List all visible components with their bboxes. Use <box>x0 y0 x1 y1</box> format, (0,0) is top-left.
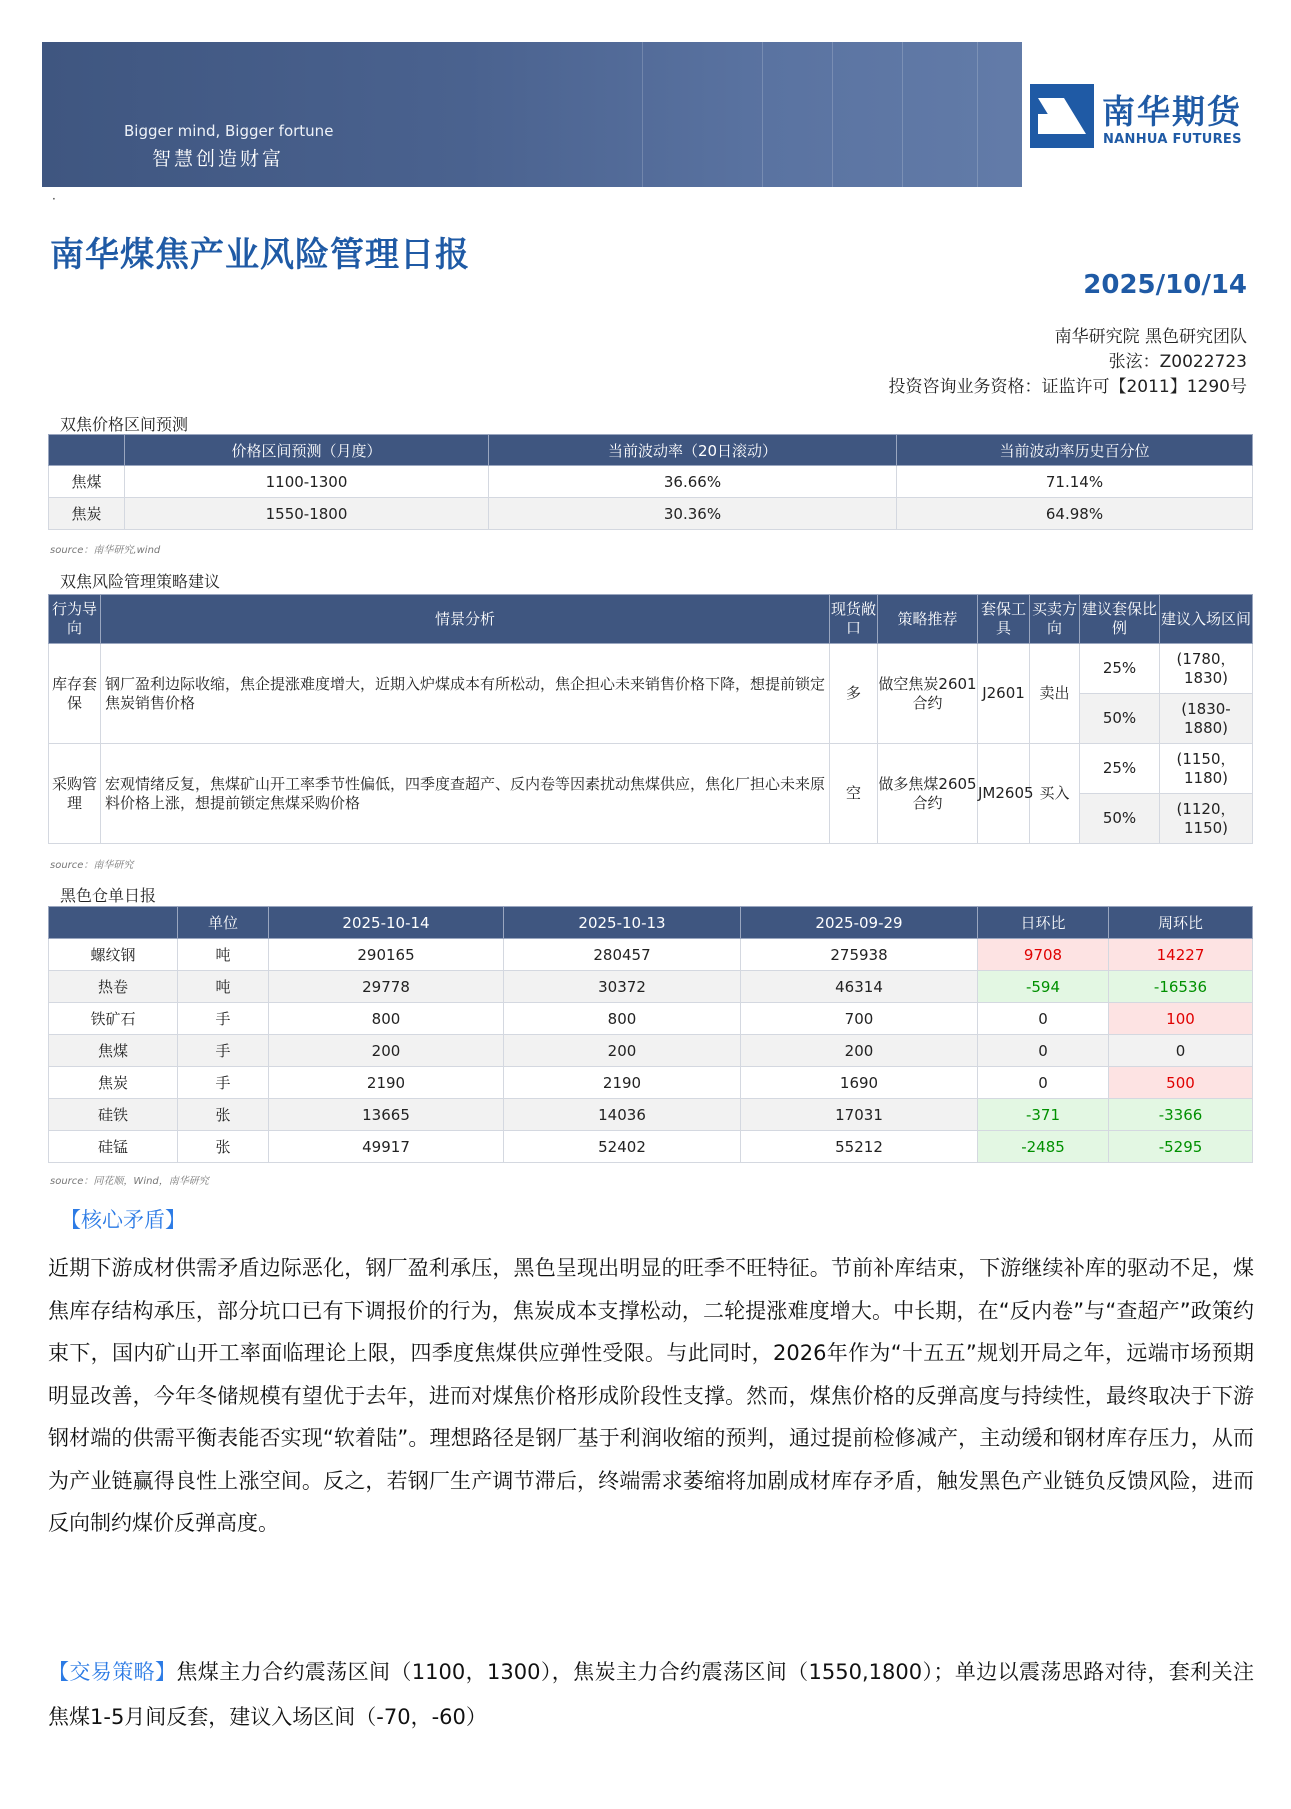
table-row <box>49 498 1253 530</box>
tool-cell: JM2605 <box>978 744 1030 844</box>
direction-cell: 买入 <box>1030 744 1080 844</box>
ratio-cell: 50% <box>1080 794 1160 844</box>
column-header: 套保工具 <box>978 595 1030 644</box>
column-header: 买卖方向 <box>1030 595 1080 644</box>
table-cell: 30372 <box>504 971 741 1003</box>
table-cell: 张 <box>178 1131 269 1163</box>
table-cell: 36.66% <box>489 466 897 498</box>
scenario-cell: 宏观情绪反复，焦煤矿山开工率季节性偏低，四季度查超产、反内卷等因素扰动焦煤供应，焦化厂担心未来原料价格上涨，想提前锁定焦煤采购价格 <box>101 744 830 844</box>
table-cell: 手 <box>178 1035 269 1067</box>
table-cell: 铁矿石 <box>49 1003 178 1035</box>
ratio-cell: 25% <box>1080 744 1160 794</box>
table-cell: 9708 <box>978 939 1109 971</box>
author-license: 投资咨询业务资格：证监许可【2011】1290号 <box>888 377 1247 397</box>
strategy-title: 双焦风险管理策略建议 <box>60 572 221 591</box>
recommendation-cell: 做多焦煤2605合约 <box>878 744 978 844</box>
table-cell: 200 <box>504 1035 741 1067</box>
table-row <box>49 466 1253 498</box>
column-header: 当前波动率（20日滚动） <box>489 435 897 466</box>
price-forecast-table <box>48 434 1253 530</box>
table-cell: -2485 <box>978 1131 1109 1163</box>
table-cell: 1550-1800 <box>125 498 489 530</box>
table-cell: 290165 <box>269 939 504 971</box>
table-cell: 275938 <box>741 939 978 971</box>
direction-cell: 卖出 <box>1030 644 1080 744</box>
source-note: source：南华研究 <box>50 860 134 871</box>
table-cell: 280457 <box>504 939 741 971</box>
behavior-cell: 采购管理 <box>49 744 101 844</box>
table-cell: 64.98% <box>897 498 1253 530</box>
page-dot: · <box>52 192 56 206</box>
table-cell: -3366 <box>1109 1099 1253 1131</box>
column-header: 周环比 <box>1109 907 1253 939</box>
column-header: 价格区间预测（月度） <box>125 435 489 466</box>
core-heading: 【核心矛盾】 <box>60 1208 186 1232</box>
table-cell: 焦炭 <box>49 1067 178 1099</box>
table-header-row <box>49 435 1253 466</box>
exposure-cell: 多 <box>830 644 878 744</box>
table-row <box>49 1067 1253 1099</box>
price-forecast-title: 双焦价格区间预测 <box>60 415 189 434</box>
range-cell: (1830-1880) <box>1160 694 1253 744</box>
table-cell: 吨 <box>178 971 269 1003</box>
table-cell: -5295 <box>1109 1131 1253 1163</box>
report-title: 南华煤焦产业风险管理日报 <box>50 235 470 275</box>
table-row <box>49 1003 1253 1035</box>
author-team: 南华研究院 黑色研究团队 <box>1054 327 1247 347</box>
behavior-cell: 库存套保 <box>49 644 101 744</box>
table-cell: 800 <box>504 1003 741 1035</box>
author-name: 张泫：Z0022723 <box>1108 352 1247 372</box>
table-cell: 螺纹钢 <box>49 939 178 971</box>
table-cell: 吨 <box>178 939 269 971</box>
recommendation-cell: 做空焦炭2601合约 <box>878 644 978 744</box>
column-header: 行为导向 <box>49 595 101 644</box>
column-header: 单位 <box>178 907 269 939</box>
table-cell: -16536 <box>1109 971 1253 1003</box>
column-header: 现货敞口 <box>830 595 878 644</box>
source-note: source：南华研究,wind <box>50 545 161 556</box>
table-cell: 52402 <box>504 1131 741 1163</box>
table-row <box>49 971 1253 1003</box>
report-date: 2025/10/14 <box>1083 270 1247 300</box>
column-header: 策略推荐 <box>878 595 978 644</box>
table-cell: 100 <box>1109 1003 1253 1035</box>
table-header-row <box>49 907 1253 939</box>
source-note: source：同花顺，Wind，南华研究 <box>50 1176 209 1187</box>
range-cell: (1120，1150) <box>1160 794 1253 844</box>
warehouse-title: 黑色仓单日报 <box>60 886 157 905</box>
table-cell: 200 <box>269 1035 504 1067</box>
table-cell: 2190 <box>269 1067 504 1099</box>
table-cell: 46314 <box>741 971 978 1003</box>
table-cell: 1100-1300 <box>125 466 489 498</box>
table-row <box>49 1131 1253 1163</box>
table-cell: 13665 <box>269 1099 504 1131</box>
exposure-cell: 空 <box>830 744 878 844</box>
table-cell: 700 <box>741 1003 978 1035</box>
table-cell: 30.36% <box>489 498 897 530</box>
table-cell: 焦煤 <box>49 466 125 498</box>
slogan-en: Bigger mind, Bigger fortune <box>124 122 334 140</box>
column-header: 日环比 <box>978 907 1109 939</box>
table-cell: 200 <box>741 1035 978 1067</box>
tool-cell: J2601 <box>978 644 1030 744</box>
table-row <box>49 1099 1253 1131</box>
table-cell: 800 <box>269 1003 504 1035</box>
table-cell: 手 <box>178 1003 269 1035</box>
table-cell: 手 <box>178 1067 269 1099</box>
column-header: 情景分析 <box>101 595 830 644</box>
column-header: 2025-10-14 <box>269 907 504 939</box>
core-paragraph: 近期下游成材供需矛盾边际恶化，钢厂盈利承压，黑色呈现出明显的旺季不旺特征。节前补库结束，下游继续补库的驱动不足，煤焦库存结构承压，部分坑口已有下调报价的行为，焦炭成本支撑松动，二轮提涨难度增大。中长期，在“反内卷”与“查超产”政策约束下，国内矿山开工率面临理论上限，四季度焦煤供应弹性受限。与此同时，2026年作为“十五五”规划开局之年，远端市场预期明显改善，今年冬储规模有望优于去年，进而对煤焦价格形成阶段性支撑。然而，煤焦价格的反弹高度与持续性，最终取决于下游钢材端的供需平衡表能否实现“软着陆”。理想路径是钢厂基于利润收缩的预判，通过提前检修减产，主动缓和钢材库存压力，从而为产业链赢得良性上涨空间。反之，若钢厂生产调节滞后，终端需求萎缩将加剧成材库存矛盾，触发黑色产业链负反馈风险，进而反向制约煤价反弹高度。 <box>48 1256 1254 1535</box>
table-cell: 14227 <box>1109 939 1253 971</box>
table-cell: 55212 <box>741 1131 978 1163</box>
header-banner <box>42 42 1251 187</box>
column-header: 当前波动率历史百分位 <box>897 435 1253 466</box>
table-header-row <box>49 595 1253 644</box>
logo-text-en: NANHUA FUTURES <box>1103 132 1242 147</box>
logo-text-cn: 南华期货 <box>1102 92 1242 131</box>
table-cell: 硅铁 <box>49 1099 178 1131</box>
table-cell: 焦炭 <box>49 498 125 530</box>
table-cell: 0 <box>978 1067 1109 1099</box>
range-cell: (1150，1180) <box>1160 744 1253 794</box>
table-cell: 29778 <box>269 971 504 1003</box>
table-cell: 71.14% <box>897 466 1253 498</box>
table-cell: 2190 <box>504 1067 741 1099</box>
table-cell: 张 <box>178 1099 269 1131</box>
ratio-cell: 25% <box>1080 644 1160 694</box>
table-row <box>49 644 1253 694</box>
column-header <box>49 907 178 939</box>
warehouse-table <box>48 906 1253 1163</box>
table-cell: 49917 <box>269 1131 504 1163</box>
table-cell: 焦煤 <box>49 1035 178 1067</box>
table-cell: -371 <box>978 1099 1109 1131</box>
company-logo <box>1022 42 1251 187</box>
table-row <box>49 939 1253 971</box>
column-header <box>49 435 125 466</box>
table-cell: 硅锰 <box>49 1131 178 1163</box>
column-header: 建议套保比例 <box>1080 595 1160 644</box>
table-row <box>49 1035 1253 1067</box>
table-cell: 热卷 <box>49 971 178 1003</box>
table-cell: 17031 <box>741 1099 978 1131</box>
table-cell: 0 <box>978 1003 1109 1035</box>
table-cell: 14036 <box>504 1099 741 1131</box>
table-cell: 500 <box>1109 1067 1253 1099</box>
table-cell: 1690 <box>741 1067 978 1099</box>
table-cell: 0 <box>978 1035 1109 1067</box>
slogan-cn: 智慧创造财富 <box>152 148 285 170</box>
table-cell: 0 <box>1109 1035 1253 1067</box>
range-cell: (1780，1830) <box>1160 644 1253 694</box>
table-cell: -594 <box>978 971 1109 1003</box>
trade-strategy-paragraph <box>48 1650 1254 1740</box>
column-header: 建议入场区间 <box>1160 595 1253 644</box>
column-header: 2025-10-13 <box>504 907 741 939</box>
strategy-table <box>48 594 1253 844</box>
trade-strategy-label: 【交易策略】 <box>48 1660 177 1684</box>
scenario-cell: 钢厂盈利边际收缩，焦企提涨难度增大，近期入炉煤成本有所松动，焦企担心未来销售价格下降，想提前锁定焦炭销售价格 <box>101 644 830 744</box>
column-header: 2025-09-29 <box>741 907 978 939</box>
nanhua-logo-icon <box>1030 84 1094 148</box>
trade-strategy-text: 焦煤主力合约震荡区间（1100，1300），焦炭主力合约震荡区间（1550,1800）；单边以震荡思路对待，套利关注焦煤1-5月间反套，建议入场区间（-70，-60） <box>48 1660 1255 1729</box>
table-row <box>49 744 1253 794</box>
ratio-cell: 50% <box>1080 694 1160 744</box>
